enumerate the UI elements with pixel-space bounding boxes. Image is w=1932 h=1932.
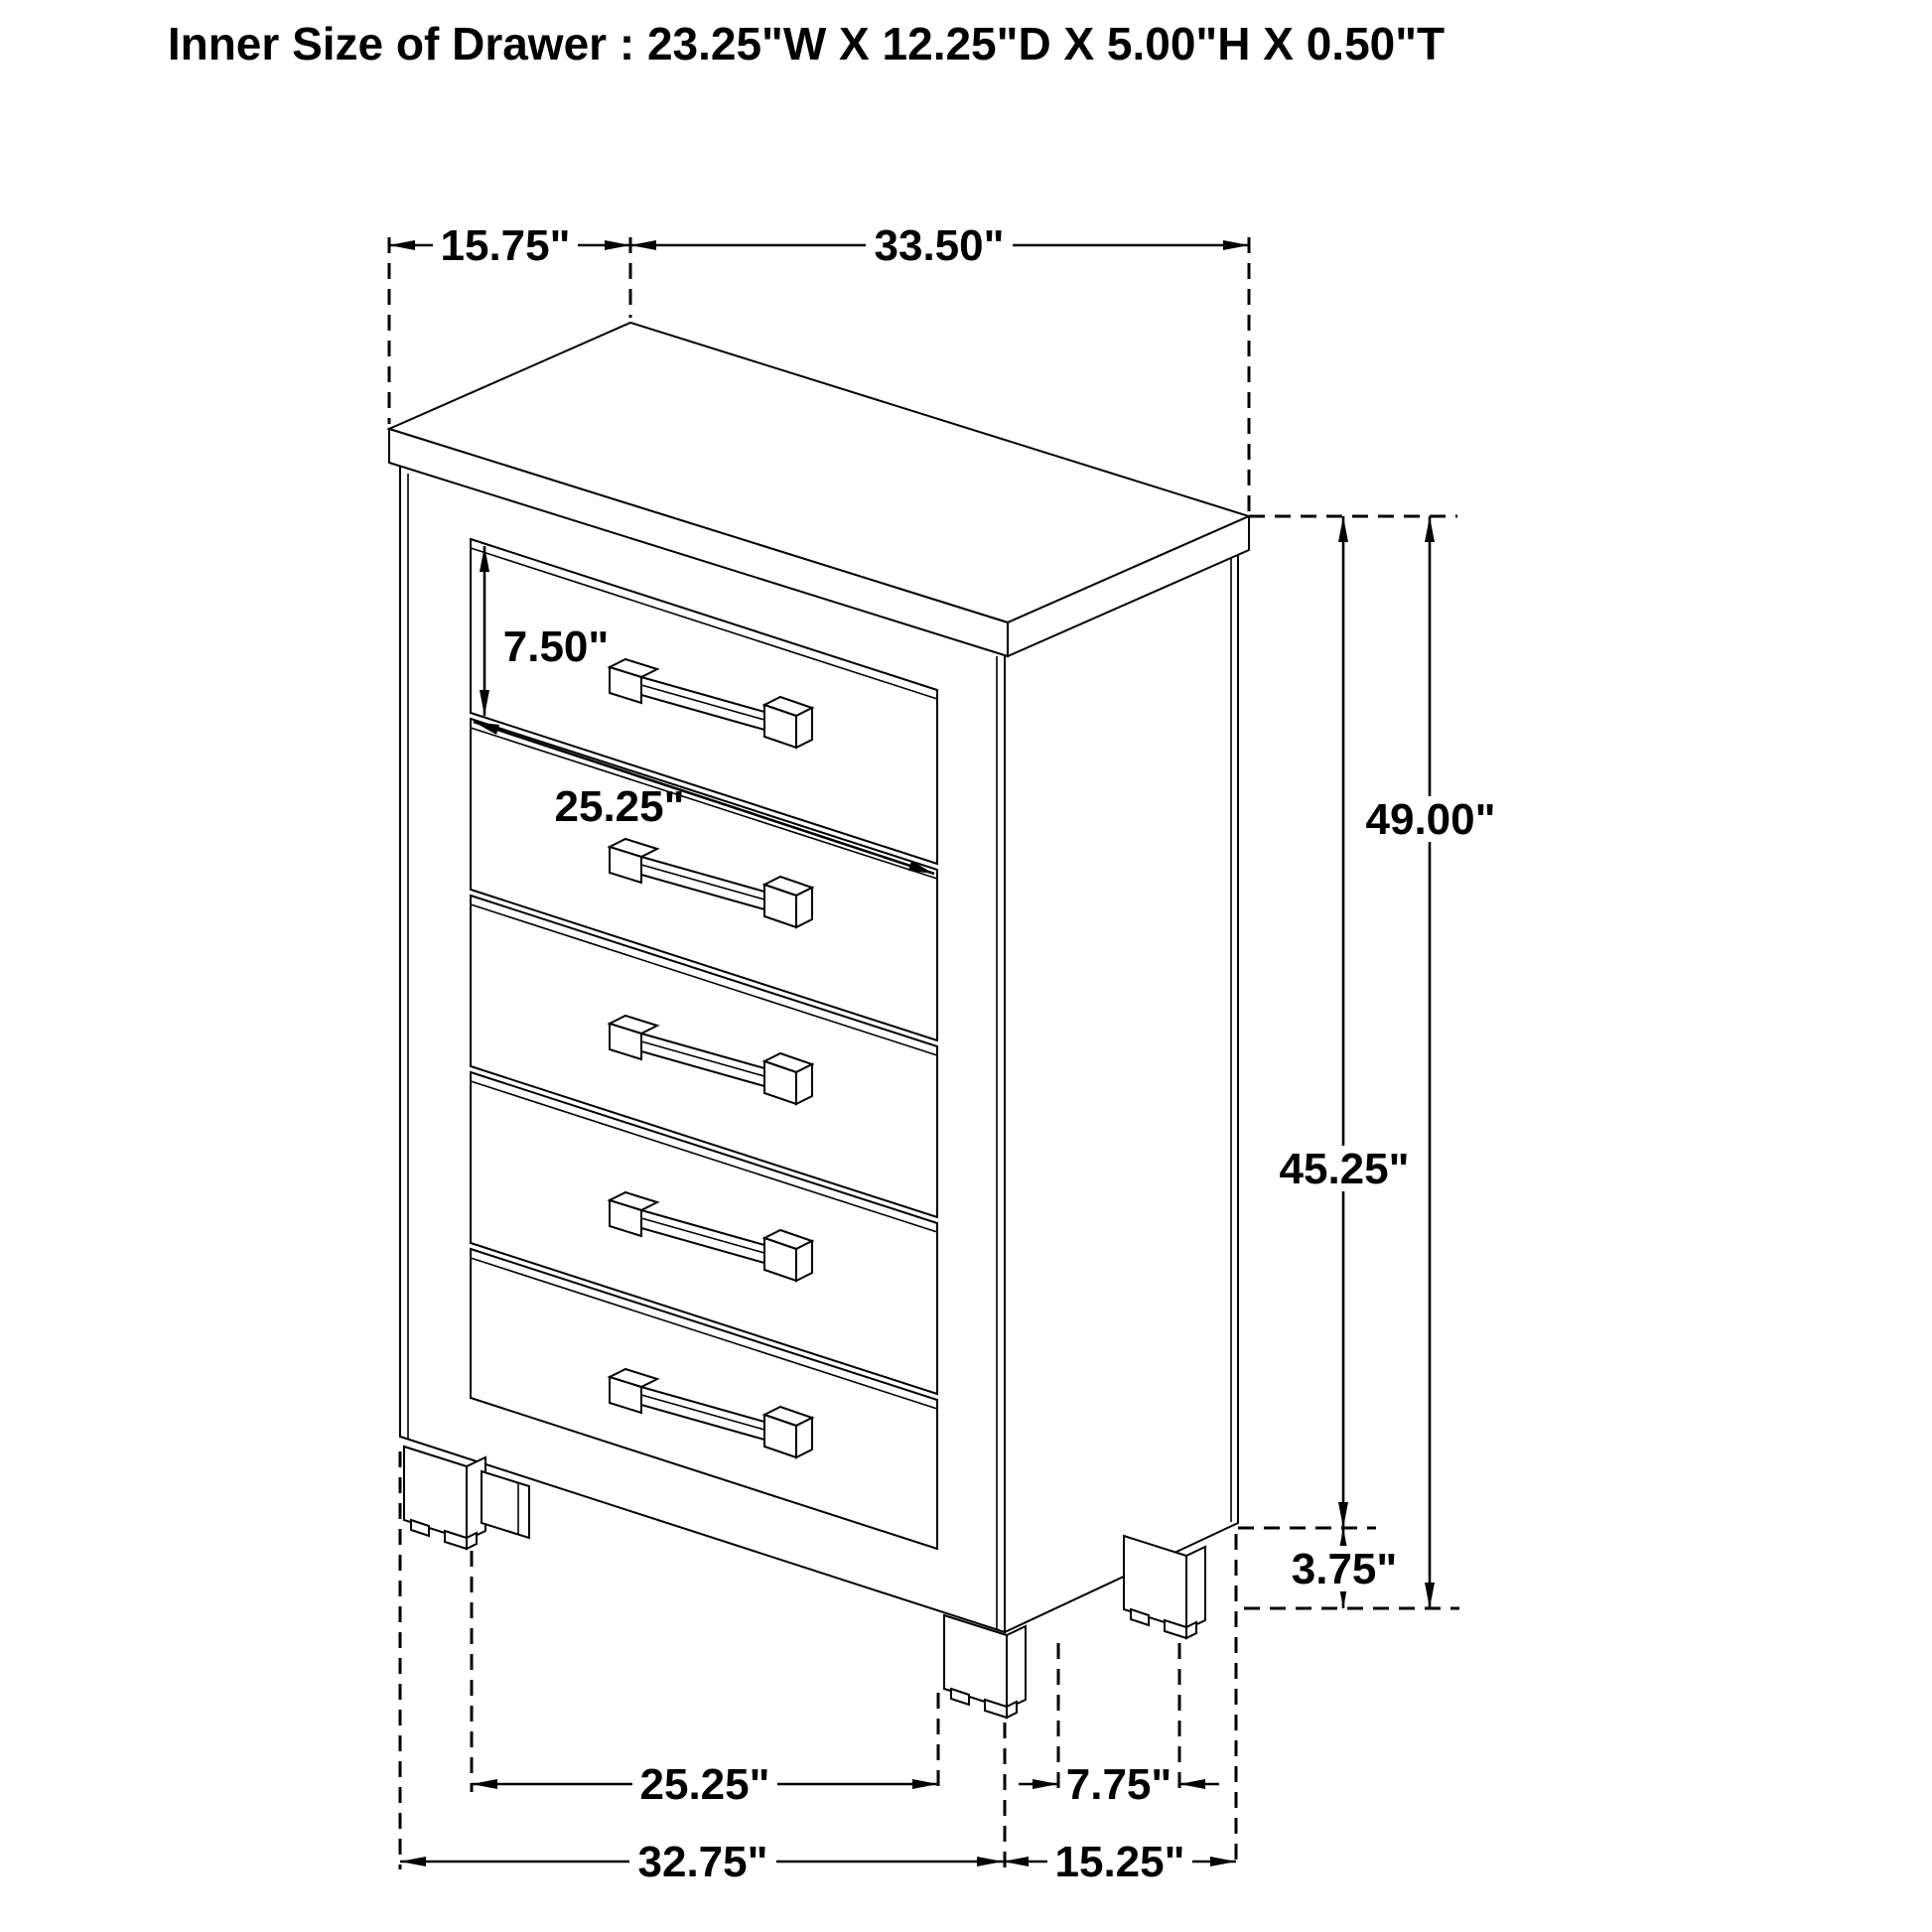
drawers <box>471 539 937 1549</box>
dim-label-drawer-front-width: 25.25" <box>554 782 685 831</box>
dim-label-top-drawer-height: 7.50" <box>502 622 610 671</box>
dim-label-front-leg-spacing: 25.25" <box>639 1760 770 1809</box>
foot-back-left <box>482 1471 529 1538</box>
foot-back-right <box>1124 1536 1205 1638</box>
dim-label-base-width: 32.75" <box>637 1838 768 1886</box>
foot-front-left <box>404 1447 485 1549</box>
dim-label-top-width: 33.50" <box>874 221 1005 270</box>
dim-label-top-depth: 15.75" <box>440 221 571 270</box>
dim-label-side-leg-spacing: 7.75" <box>1065 1760 1173 1809</box>
dim-label-overall-height: 49.00" <box>1365 795 1496 844</box>
dim-label-base-depth: 15.25" <box>1054 1838 1185 1886</box>
diagram-title: Inner Size of Drawer : 23.25"W X 12.25"D X 5.00"H X 0.50"T <box>167 18 1446 69</box>
foot-front-right <box>944 1615 1026 1718</box>
dim-label-case-height: 45.25" <box>1279 1145 1410 1193</box>
dim-label-leg-height: 3.75" <box>1291 1545 1398 1593</box>
cabinet-side-face <box>1005 550 1238 1632</box>
